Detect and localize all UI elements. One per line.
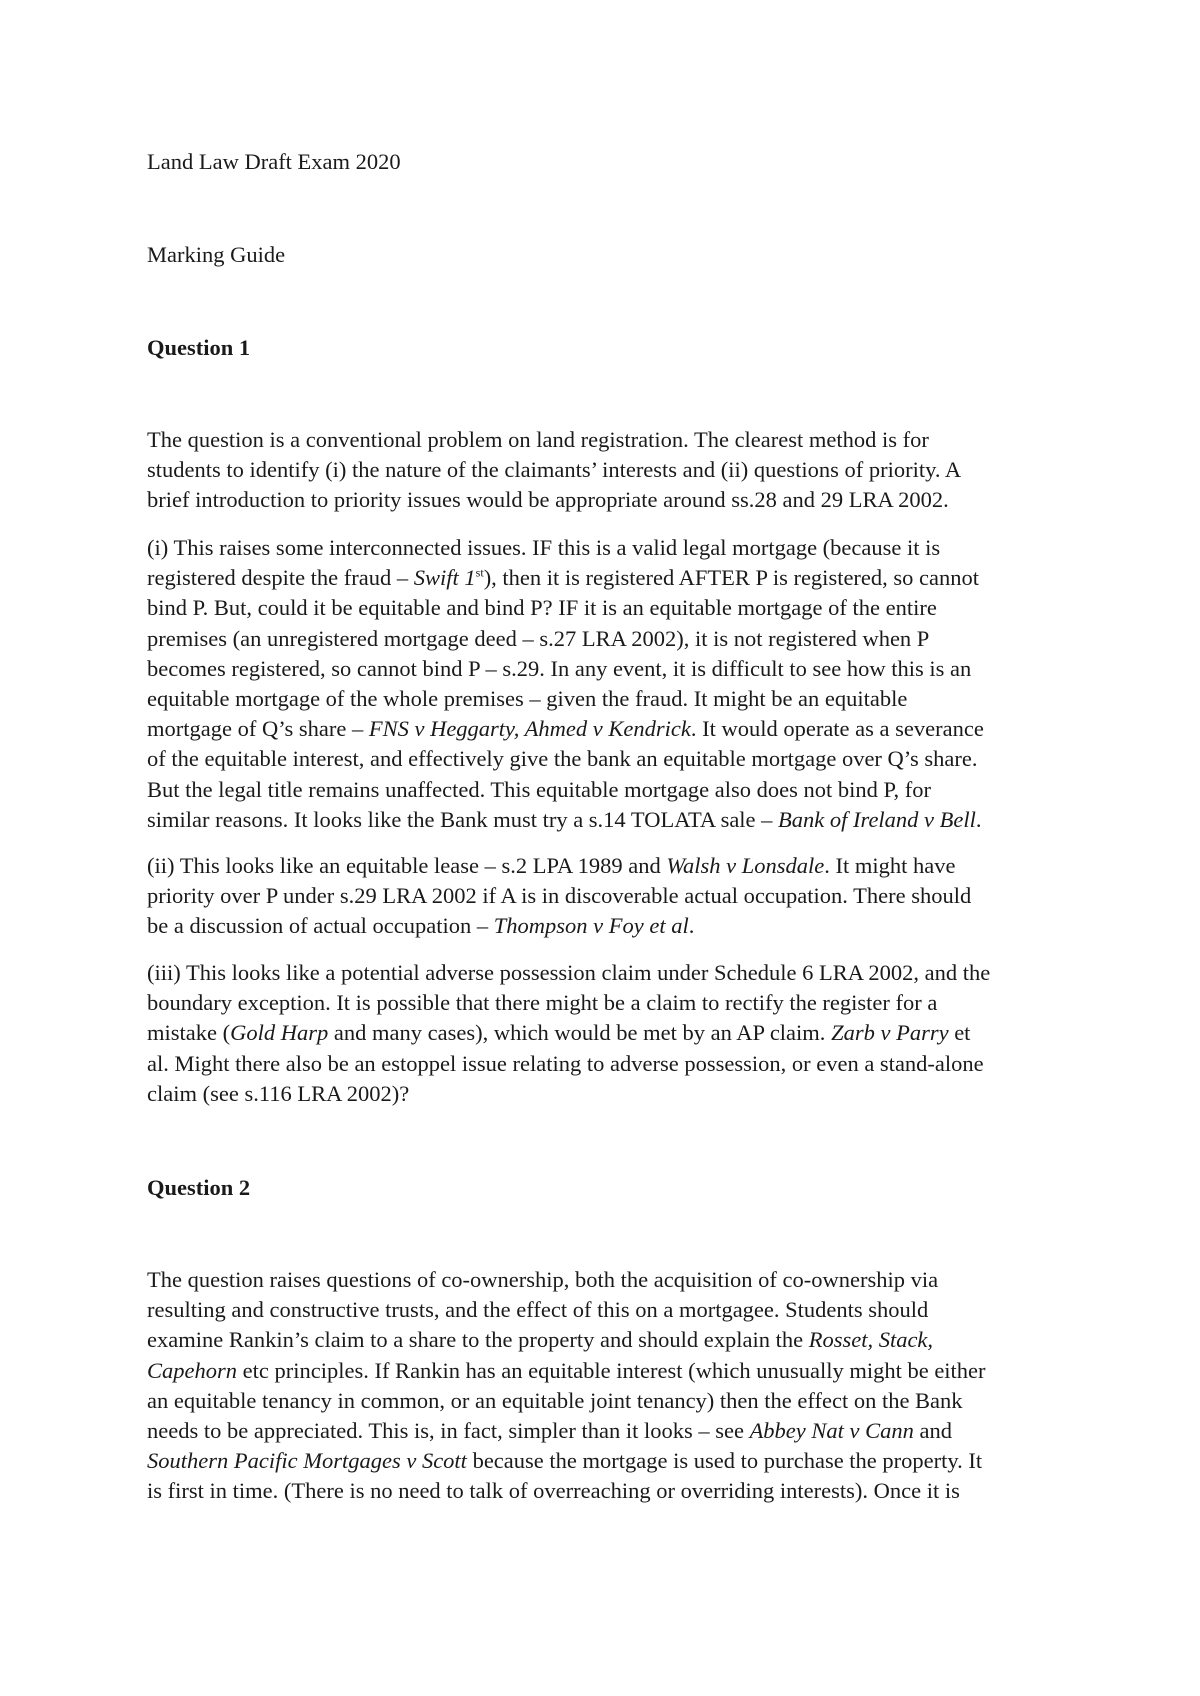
question-2-heading: Question 2: [147, 1175, 251, 1200]
text-line: bind P. But, could it be equitable and bind P? IF it is an equitable mortgage of the entire: [147, 595, 937, 621]
question-1-intro: [147, 425, 961, 516]
text-line: priority over P under s.29 LRA 2002 if A is in discoverable actual occupation. There should: [147, 883, 972, 909]
case-citation: Swift 1: [413, 565, 476, 591]
case-citation: Zarb v Parry: [831, 1020, 949, 1046]
text-line: equitable mortgage of the whole premises – given the fraud. It might be an equitable: [147, 686, 908, 712]
question-1-part-iii: [147, 958, 990, 1109]
question-2-body: [147, 1265, 986, 1507]
document-subtitle: Marking Guide: [147, 242, 286, 267]
question-1-heading: Question 1: [147, 335, 251, 360]
text-line: (iii) This looks like a potential adverse possession claim under Schedule 6 LRA 2002, and the: [147, 960, 991, 985]
text-line: examine Rankin’s claim to a share to the property and should explain the Rosset, Stack,: [147, 1327, 934, 1353]
text-line: be a discussion of actual occupation – Thompson v Foy et al.: [147, 913, 695, 939]
case-citation: Thompson v Foy et al: [493, 913, 689, 939]
case-citation: Bank of Ireland v Bell: [778, 806, 976, 832]
text-line: an equitable tenancy in common, or an equitable joint tenancy) then the effect on the Bank: [147, 1387, 963, 1413]
text-line: registered despite the fraud – Swift 1st), then it is registered AFTER P is registered, so cannot: [147, 565, 980, 591]
text-line: boundary exception. It is possible that there might be a claim to rectify the register for a: [147, 990, 938, 1016]
case-citation: Capehorn: [147, 1357, 237, 1383]
text-line: Capehorn etc principles. If Rankin has an equitable interest (which unusually might be either: [147, 1357, 986, 1383]
superscript: st: [475, 565, 484, 580]
document-title: Land Law Draft Exam 2020: [147, 149, 401, 174]
text-line: needs to be appreciated. This is, in fact, simpler than it looks – see Abbey Nat v Cann and: [147, 1418, 953, 1444]
case-citation: Abbey Nat v Cann: [749, 1418, 914, 1444]
text-line: resulting and constructive trusts, and the effect of this on a mortgagee. Students should: [147, 1297, 929, 1323]
text-line: of the equitable interest, and effectively give the bank an equitable mortgage over Q’s share.: [147, 746, 978, 772]
text-line: The question is a conventional problem on land registration. The clearest method is for: [147, 427, 929, 452]
text-line: The question raises questions of co-ownership, both the acquisition of co-ownership via: [147, 1267, 939, 1292]
text-line: (ii) This looks like an equitable lease – s.2 LPA 1989 and Walsh v Lonsdale. It might have: [147, 853, 956, 878]
case-citation: Rosset, Stack,: [808, 1327, 934, 1353]
text-line: mortgage of Q’s share – FNS v Heggarty, Ahmed v Kendrick. It would operate as a severance: [147, 716, 984, 742]
text-line: al. Might there also be an estoppel issue relating to adverse possession, or even a stand-alone: [147, 1050, 984, 1076]
question-1-part-i: [147, 533, 984, 835]
case-citation: FNS v Heggarty, Ahmed v Kendrick: [368, 716, 691, 742]
case-citation: Southern Pacific Mortgages v Scott: [147, 1448, 467, 1474]
text-line: Southern Pacific Mortgages v Scott because the mortgage is used to purchase the property. It: [147, 1448, 983, 1474]
text-line: similar reasons. It looks like the Bank must try a s.14 TOLATA sale – Bank of Ireland v Bell.: [147, 806, 982, 832]
text-line: premises (an unregistered mortgage deed – s.27 LRA 2002), it is not registered when P: [147, 625, 930, 651]
text-line: becomes registered, so cannot bind P – s.29. In any event, it is difficult to see how this is an: [147, 655, 972, 681]
text-line: (i) This raises some interconnected issues. IF this is a valid legal mortgage (because it is: [147, 535, 941, 560]
case-citation: Gold Harp: [230, 1020, 329, 1046]
text-line: But the legal title remains unaffected. This equitable mortgage also does not bind P, for: [147, 776, 931, 802]
text-line: is first in time. (There is no need to talk of overreaching or overriding interests). Once it is: [147, 1478, 960, 1504]
text-line: claim (see s.116 LRA 2002)?: [147, 1080, 410, 1106]
case-citation: Walsh v Lonsdale: [666, 853, 825, 878]
question-1-part-ii: [147, 851, 971, 942]
text-line: brief introduction to priority issues would be appropriate around ss.28 and 29 LRA 2002.: [147, 487, 949, 513]
text-line: mistake (Gold Harp and many cases), which would be met by an AP claim. Zarb v Parry et: [147, 1020, 971, 1046]
text-line: students to identify (i) the nature of the claimants’ interests and (ii) questions of priority. A: [147, 457, 962, 483]
